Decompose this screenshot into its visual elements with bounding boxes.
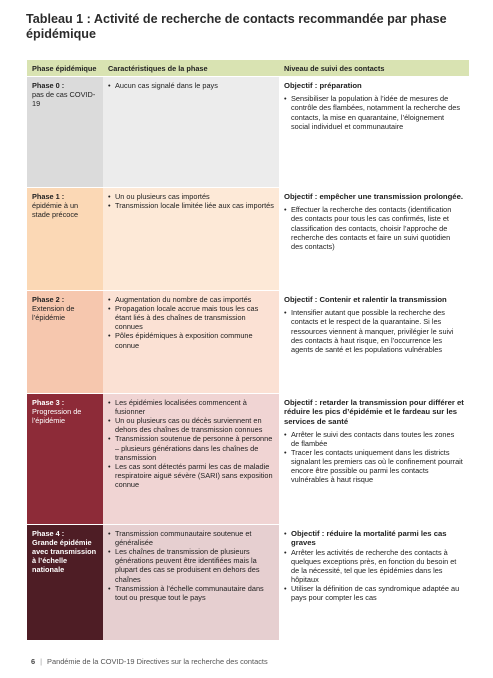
phase-cell bbox=[27, 525, 103, 641]
list-item: • Pôles épidémiques à exposition commune connue bbox=[108, 331, 274, 349]
tracing-cell bbox=[279, 77, 469, 188]
phase-cell bbox=[27, 188, 103, 291]
list-item: • Propagation locale accrue mais tous les cas étant liés à des chaînes de transmission connues bbox=[108, 304, 274, 331]
list-item: • Transmission soutenue de personne à personne – plusieurs générations dans les chaînes de transmission bbox=[108, 434, 274, 461]
list-item: • Transmission communautaire soutenue et généralisée bbox=[108, 529, 274, 547]
phase-cell bbox=[27, 291, 103, 394]
list-item: • Arrêter les activités de recherche des contacts à quelques exceptions près, en fonction du besoin et de la nécessité, tel que les épidémies dans les hôpitaux bbox=[284, 548, 464, 584]
objective-text: Objectif : retarder la transmission pour différer et réduire les pics d’épidémie et le fardeau sur les services de santé bbox=[284, 398, 464, 426]
phase-description: Extension de l’épidémie bbox=[32, 304, 75, 323]
phase-label: Phase 3 : bbox=[32, 398, 65, 408]
table-row bbox=[27, 77, 469, 188]
list-item: • Les chaînes de transmission de plusieurs générations peuvent être identifiées mais la plupart des cas se produisent en dehors des chaînes bbox=[108, 547, 274, 583]
objective-text: Objectif : empêcher une transmission prolongée. bbox=[284, 192, 463, 202]
table-row bbox=[27, 188, 469, 291]
phase-description: Grande épidémie avec transmission à l’échelle nationale bbox=[32, 538, 97, 575]
phase-label: Phase 2 : bbox=[32, 295, 65, 305]
list-item: • Augmentation du nombre de cas importés bbox=[108, 295, 274, 304]
list-item: • Utiliser la définition de cas syndromique adaptée au pays pour compter les cas bbox=[284, 584, 464, 602]
list-item: • Arrêter le suivi des contacts dans toutes les zones de flambée bbox=[284, 430, 464, 448]
tracing-cell bbox=[279, 394, 469, 525]
list-item: • Sensibiliser la population à l’idée de mesures de contrôle des flambées, notamment la recherche des contacts, la mise en quarantaine, l’éloignement social individuel et communautaire bbox=[284, 94, 464, 130]
list-item: • Effectuer la recherche des contacts (identification des contacts pour tous les cas confirmés, liste et classification des contacts, choisir l’approche de recherche des contacts et faire un suivi quotidien des contacts) bbox=[284, 205, 464, 250]
list-item: • Les cas sont détectés parmi les cas de maladie respiratoire aiguë sévère (SARI) sans exposition connue bbox=[108, 462, 274, 489]
list-item: • Tracer les contacts uniquement dans les districts signalant les premiers cas où le confinement pourrait encore être possible ou parmi les contacts vulnérables à haut risque bbox=[284, 448, 464, 484]
tracing-cell bbox=[279, 188, 469, 291]
phase-description: pas de cas COVID-19 bbox=[32, 90, 96, 109]
list-item: • Transmission à l’échelle communautaire dans tout ou presque tout le pays bbox=[108, 584, 274, 602]
contact-tracing-table bbox=[27, 60, 469, 641]
list-item: • Un ou plusieurs cas importés bbox=[108, 192, 274, 201]
phase-description: épidémie à un stade précoce bbox=[32, 201, 79, 220]
characteristics-cell bbox=[103, 77, 279, 188]
objective-text: • Objectif : réduire la mortalité parmi les cas graves bbox=[291, 529, 447, 548]
page-footer bbox=[31, 657, 268, 666]
phase-label: Phase 4 : bbox=[32, 529, 65, 539]
characteristics-cell bbox=[103, 394, 279, 525]
table-row bbox=[27, 525, 469, 641]
phase-label: Phase 0 : bbox=[32, 81, 65, 91]
table-header-row bbox=[27, 60, 469, 77]
phase-label: Phase 1 : bbox=[32, 192, 65, 202]
objective-text: Objectif : Contenir et ralentir la transmission bbox=[284, 295, 447, 305]
phase-cell bbox=[27, 77, 103, 188]
header-tracing-level: Niveau de suivi des contacts bbox=[279, 60, 469, 77]
page-number: 6 bbox=[31, 657, 36, 666]
header-phase: Phase épidémique bbox=[27, 60, 103, 77]
phase-description: Progression de l’épidémie bbox=[32, 407, 82, 426]
tracing-cell bbox=[279, 525, 469, 641]
table-title: Tableau 1 : Activité de recherche de contacts recommandée par phase épidémique bbox=[26, 12, 447, 41]
list-item: • Les épidémies localisées commencent à fusionner bbox=[108, 398, 274, 416]
objective-text: Objectif : préparation bbox=[284, 81, 362, 91]
list-item: • Intensifier autant que possible la recherche des contacts et le respect de la quarantaine. Si les ressources viennent à manquer, privilégier le suivi des contacts à haut risque, en l’occurrence les agents de santé et les populations vulnérables bbox=[284, 308, 464, 353]
list-item: • Un ou plusieurs cas ou décès surviennent en dehors des chaînes de transmission connues bbox=[108, 416, 274, 434]
characteristics-cell bbox=[103, 525, 279, 641]
tracing-cell bbox=[279, 291, 469, 394]
table-row bbox=[27, 291, 469, 394]
characteristics-cell bbox=[103, 291, 279, 394]
header-characteristics: Caractéristiques de la phase bbox=[103, 60, 279, 77]
footer-text: Pandémie de la COVID-19 Directives sur la recherche des contacts bbox=[47, 657, 268, 666]
list-item: • Aucun cas signalé dans le pays bbox=[108, 81, 274, 90]
table-row bbox=[27, 394, 469, 525]
phase-cell bbox=[27, 394, 103, 525]
list-item bbox=[284, 529, 464, 548]
list-item: • Transmission locale limitée liée aux cas importés bbox=[108, 201, 274, 210]
footer-separator: | bbox=[40, 657, 43, 666]
characteristics-cell bbox=[103, 188, 279, 291]
